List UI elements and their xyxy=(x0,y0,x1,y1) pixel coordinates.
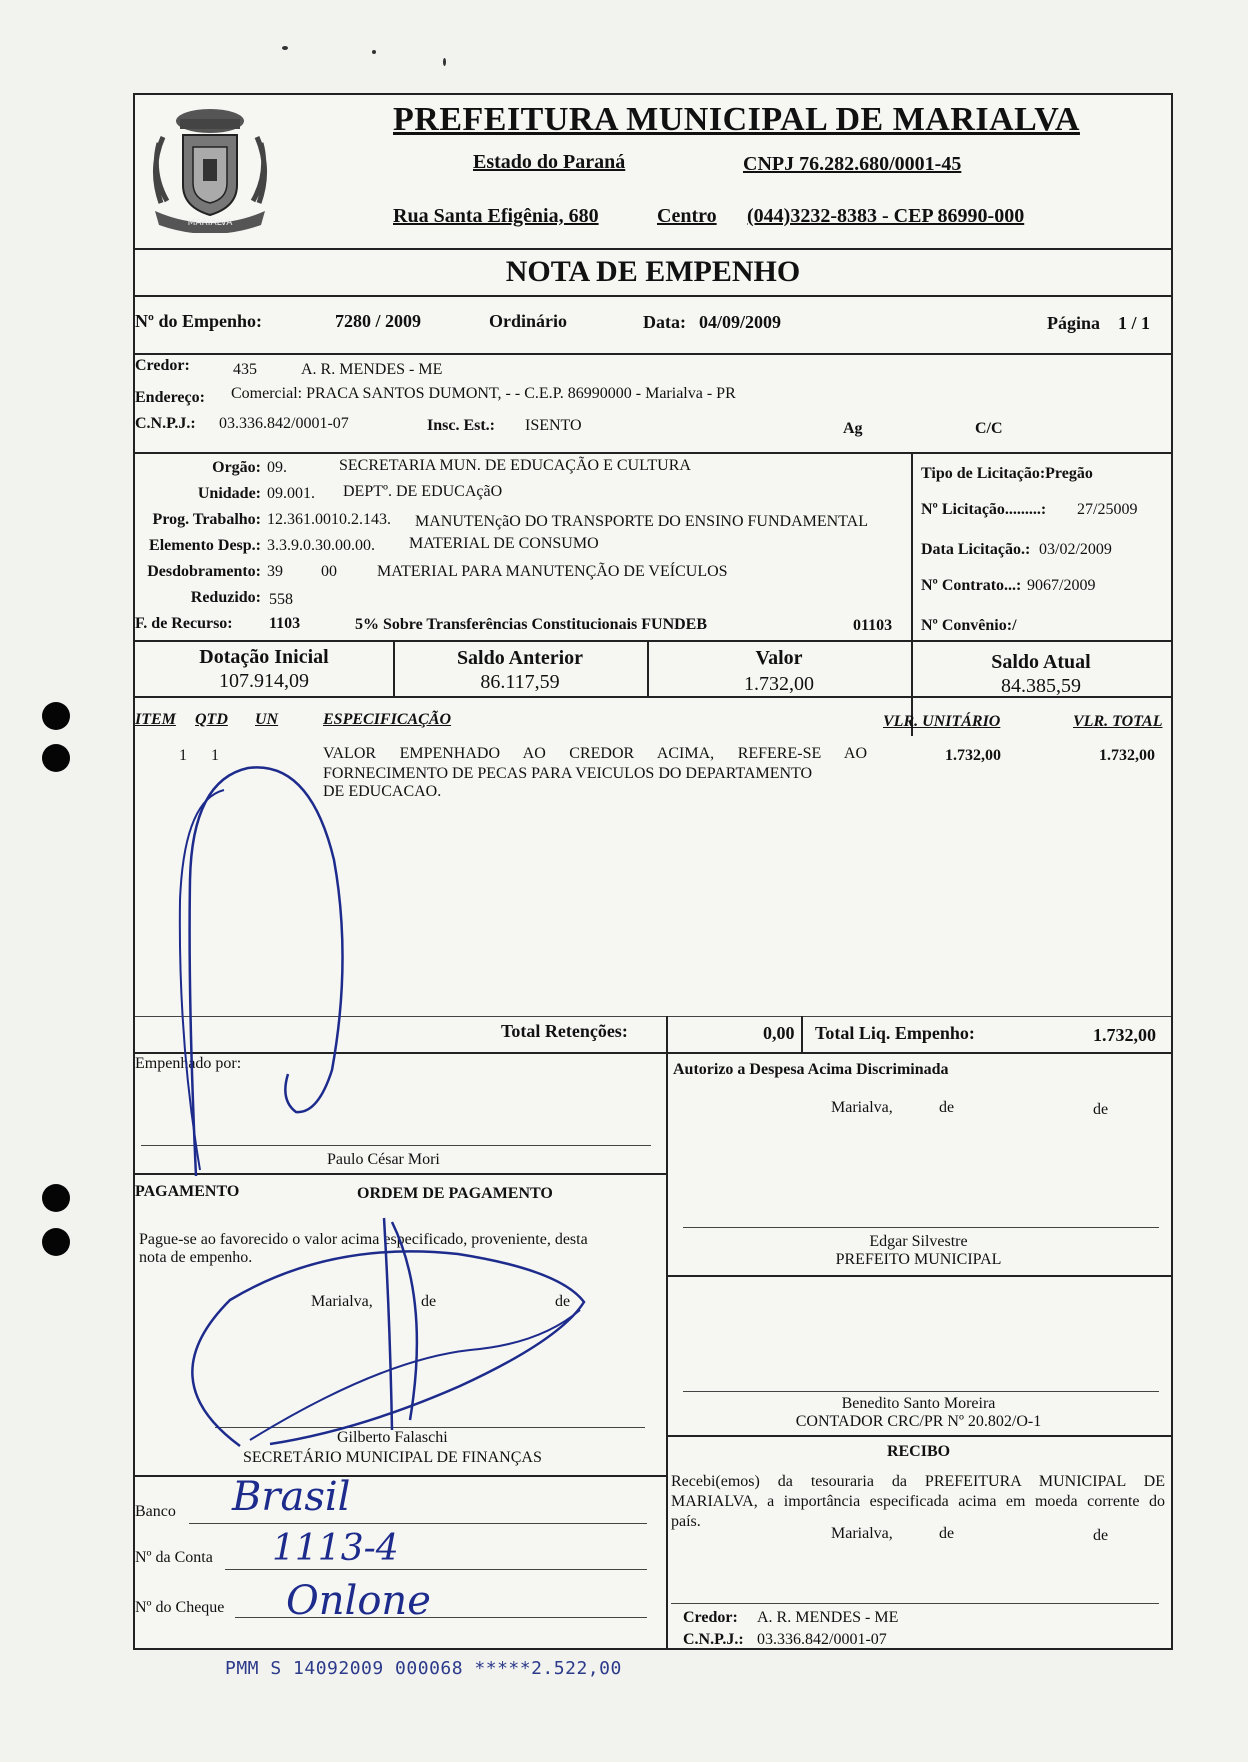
cheque-label: Nº do Cheque xyxy=(135,1599,225,1616)
coat-of-arms-logo xyxy=(145,103,275,233)
saldo-atual: 84.385,59 xyxy=(1001,675,1081,697)
logo-ribbon-text: MARIALVA xyxy=(187,218,233,228)
recibo-texto: país. xyxy=(671,1513,701,1530)
empenhado-por-label: Empenhado por: xyxy=(135,1055,242,1072)
licitacao-data-label: Data Licitação.: xyxy=(921,541,1031,558)
pagamento-de: de xyxy=(555,1293,571,1310)
signature-line xyxy=(141,1145,651,1146)
recibo-texto: Recebi(emos) da tesouraria da PREFEITURA MUNICIPAL DE xyxy=(671,1473,1165,1490)
unidade-name: DEPTº. DE EDUCAçãO xyxy=(343,483,503,500)
autorizo-cidade: Marialva, xyxy=(831,1099,893,1116)
credor-name: A. R. MENDES - ME xyxy=(301,361,443,378)
valor-label: Valor xyxy=(755,647,803,669)
pagamento-label: PAGAMENTO xyxy=(135,1183,240,1200)
empenho-number: 7280 / 2009 xyxy=(335,311,422,331)
secretario-cargo: SECRETÁRIO MUNICIPAL DE FINANÇAS xyxy=(243,1449,542,1466)
recibo-credor: A. R. MENDES - ME xyxy=(757,1609,899,1626)
address-street: Rua Santa Efigênia, 680 xyxy=(393,205,599,227)
prefeitura-title: PREFEITURA MUNICIPAL DE MARIALVA xyxy=(393,101,1080,138)
page-label: Página xyxy=(1047,313,1101,333)
dotacao-inicial-label: Dotação Inicial xyxy=(199,646,329,668)
recurso-number: 01103 xyxy=(853,617,893,634)
signature-line xyxy=(683,1391,1159,1392)
empenhado-por-name: Paulo César Mori xyxy=(327,1151,440,1168)
page-number: 1 / 1 xyxy=(1118,313,1151,333)
contrato-value: 9067/2009 xyxy=(1027,577,1096,594)
convenio: Nº Convênio:/ xyxy=(921,617,1017,634)
cheque-handwritten: Onlone xyxy=(286,1578,431,1624)
licitacao-numero-label: Nº Licitação.........: xyxy=(921,501,1047,518)
credor-address: Comercial: PRACA SANTOS DUMONT, - - C.E.P. 86990000 - Marialva - PR xyxy=(231,385,736,402)
conta-line xyxy=(225,1569,647,1570)
divider xyxy=(666,1016,668,1650)
signature-line xyxy=(671,1603,1159,1604)
contador-cargo: CONTADOR CRC/PR Nº 20.802/O-1 xyxy=(795,1413,1042,1430)
empenho-number-label: Nº do Empenho: xyxy=(135,311,262,331)
liquido-label: Total Liq. Empenho: xyxy=(815,1023,975,1043)
divider xyxy=(135,1052,1171,1054)
nota-de-empenho-form xyxy=(133,93,1173,1650)
valor: 1.732,00 xyxy=(744,673,814,695)
col-header-vlr-total: VLR. TOTAL xyxy=(1073,713,1163,730)
elemento-label: Elemento Desp.: xyxy=(149,537,261,554)
divider xyxy=(135,1016,1171,1017)
scan-speck xyxy=(282,46,288,50)
contador-name: Benedito Santo Moreira xyxy=(841,1395,996,1412)
elemento-name: MATERIAL DE CONSUMO xyxy=(409,535,599,552)
banco-handwritten: Brasil xyxy=(232,1474,351,1520)
prog-name: MANUTENçãO DO TRANSPORTE DO ENSINO FUNDAMENTAL xyxy=(415,513,868,530)
autorizo-de: de xyxy=(939,1099,955,1116)
punch-hole xyxy=(42,1228,70,1256)
autorizo-text: Autorizo a Despesa Acima Discriminada xyxy=(673,1061,949,1078)
col-header-vlr-unitario: VLR. UNITÁRIO xyxy=(883,713,1001,730)
divider xyxy=(135,640,1171,642)
divider xyxy=(801,1016,803,1052)
footer-stamp: PMM S 14092009 000068 *****2.522,00 xyxy=(225,1658,622,1679)
divider xyxy=(135,696,1171,698)
recibo-credor-label: Credor: xyxy=(683,1609,738,1626)
banco-label: Banco xyxy=(135,1503,176,1520)
unidade-label: Unidade: xyxy=(197,485,261,502)
dotacao-inicial: 107.914,09 xyxy=(219,670,309,692)
orgao-code: 09. xyxy=(267,459,287,476)
divider xyxy=(135,248,1171,250)
contrato-label: Nº Contrato...: xyxy=(921,577,1022,594)
signature-line xyxy=(683,1227,1159,1228)
recurso-name: 5% Sobre Transferências Constitucionais FUNDEB xyxy=(355,616,708,633)
licitacao-numero: 27/25009 xyxy=(1077,501,1138,518)
desdobramento-code: 39 xyxy=(267,563,283,580)
punch-hole xyxy=(42,1184,70,1212)
desdobramento-name: MATERIAL PARA MANUTENÇÃO DE VEÍCULOS xyxy=(377,563,728,580)
credor-label: Credor: xyxy=(135,357,190,374)
autorizo-de: de xyxy=(1093,1101,1109,1118)
desdobramento-label: Desdobramento: xyxy=(147,563,261,580)
cnpj-label: C.N.P.J.: xyxy=(135,415,196,432)
insc-label: Insc. Est.: xyxy=(427,417,496,434)
punch-hole xyxy=(42,744,70,772)
empenho-date: 04/09/2009 xyxy=(699,312,782,332)
punch-hole xyxy=(42,702,70,730)
divider xyxy=(135,1173,666,1175)
divider xyxy=(135,452,1171,454)
liquido-value: 1.732,00 xyxy=(1093,1025,1156,1045)
licitacao-data: 03/02/2009 xyxy=(1039,541,1112,558)
divider xyxy=(135,353,1171,355)
retencoes-label: Total Retenções: xyxy=(501,1021,628,1041)
recibo-cnpj: 03.336.842/0001-07 xyxy=(757,1631,887,1648)
item-number: 1 xyxy=(179,747,187,764)
recibo-de: de xyxy=(939,1525,955,1542)
pagamento-texto: Pague-se ao favorecido o valor acima especificado, proveniente, desta xyxy=(139,1231,588,1248)
elemento-code: 3.3.9.0.30.00.00. xyxy=(267,537,375,554)
address-neighborhood: Centro xyxy=(657,205,717,227)
saldo-anterior: 86.117,59 xyxy=(480,671,560,693)
orgao-label: Orgão: xyxy=(212,459,261,476)
col-header-item: ITEM xyxy=(135,711,176,728)
recurso-code: 1103 xyxy=(269,615,301,632)
signature-line xyxy=(215,1427,645,1428)
pagamento-cidade: Marialva, xyxy=(311,1293,373,1310)
endereco-label: Endereço: xyxy=(135,389,205,406)
prog-label: Prog. Trabalho: xyxy=(152,511,261,528)
conta-handwritten: 1113-4 xyxy=(272,1528,399,1569)
recibo-de: de xyxy=(1093,1527,1109,1544)
saldo-anterior-label: Saldo Anterior xyxy=(456,647,584,669)
retencoes-value: 0,00 xyxy=(763,1023,795,1043)
estado: Estado do Paraná xyxy=(473,151,626,173)
recibo-texto: MARIALVA, a importância especificada acima em moeda corrente do xyxy=(671,1493,1165,1510)
recurso-label: F. de Recurso: xyxy=(135,615,233,632)
pagamento-texto: nota de empenho. xyxy=(139,1249,253,1266)
cnpj-header: CNPJ 76.282.680/0001-45 xyxy=(743,153,962,175)
scan-speck xyxy=(443,58,446,66)
item-qtd: 1 xyxy=(211,747,219,764)
secretario-name: Gilberto Falaschi xyxy=(337,1429,448,1446)
divider xyxy=(666,1435,1171,1437)
conta-label: Nº da Conta xyxy=(135,1549,213,1566)
item-spec-line: VALOR EMPENHADO AO CREDOR ACIMA, REFERE-SE AO xyxy=(323,745,867,762)
ordem-pagamento: ORDEM DE PAGAMENTO xyxy=(357,1185,553,1202)
item-vlr-unitario: 1.732,00 xyxy=(945,747,1001,764)
prog-code: 12.361.0010.2.143. xyxy=(267,511,391,528)
saldo-atual-label: Saldo Atual xyxy=(991,651,1091,673)
reduzido-value: 558 xyxy=(269,591,293,608)
item-spec-line: DE EDUCACAO. xyxy=(323,783,442,800)
divider xyxy=(135,295,1171,297)
prefeito-cargo: PREFEITO MUNICIPAL xyxy=(835,1251,1002,1268)
doc-title: NOTA DE EMPENHO xyxy=(505,255,801,288)
recibo-cnpj-label: C.N.P.J.: xyxy=(683,1631,744,1648)
empenho-type: Ordinário xyxy=(489,311,568,331)
credor-cnpj: 03.336.842/0001-07 xyxy=(219,415,349,432)
recibo-title: RECIBO xyxy=(886,1443,951,1460)
prefeito-name: Edgar Silvestre xyxy=(869,1233,968,1250)
banco-line xyxy=(189,1523,647,1524)
empenho-date-label: Data: xyxy=(643,312,686,332)
conta-corrente-label: C/C xyxy=(975,420,1003,437)
col-header-especificacao: ESPECIFICAÇÃO xyxy=(323,711,452,728)
agencia-label: Ag xyxy=(843,420,863,437)
item-spec-line: FORNECIMENTO DE PECAS PARA VEICULOS DO DEPARTAMENTO xyxy=(323,765,813,782)
recibo-cidade: Marialva, xyxy=(831,1525,893,1542)
orgao-name: SECRETARIA MUN. DE EDUCAÇÃO E CULTURA xyxy=(339,457,691,474)
desdobramento-sub: 00 xyxy=(321,563,337,580)
col-header-qtd: QTD xyxy=(195,711,228,728)
address-phone: (044)3232-8383 - CEP 86990-000 xyxy=(747,205,1025,227)
divider xyxy=(135,1475,666,1477)
divider xyxy=(666,1275,1171,1277)
scan-speck xyxy=(372,50,376,54)
col-header-un: UN xyxy=(255,711,279,728)
credor-code: 435 xyxy=(233,361,257,378)
reduzido-label: Reduzido: xyxy=(190,589,261,606)
item-vlr-total: 1.732,00 xyxy=(1099,747,1155,764)
unidade-code: 09.001. xyxy=(267,485,315,502)
pagamento-de: de xyxy=(421,1293,437,1310)
insc-value: ISENTO xyxy=(525,417,582,434)
licitacao-tipo: Tipo de Licitação:Pregão xyxy=(921,465,1093,482)
